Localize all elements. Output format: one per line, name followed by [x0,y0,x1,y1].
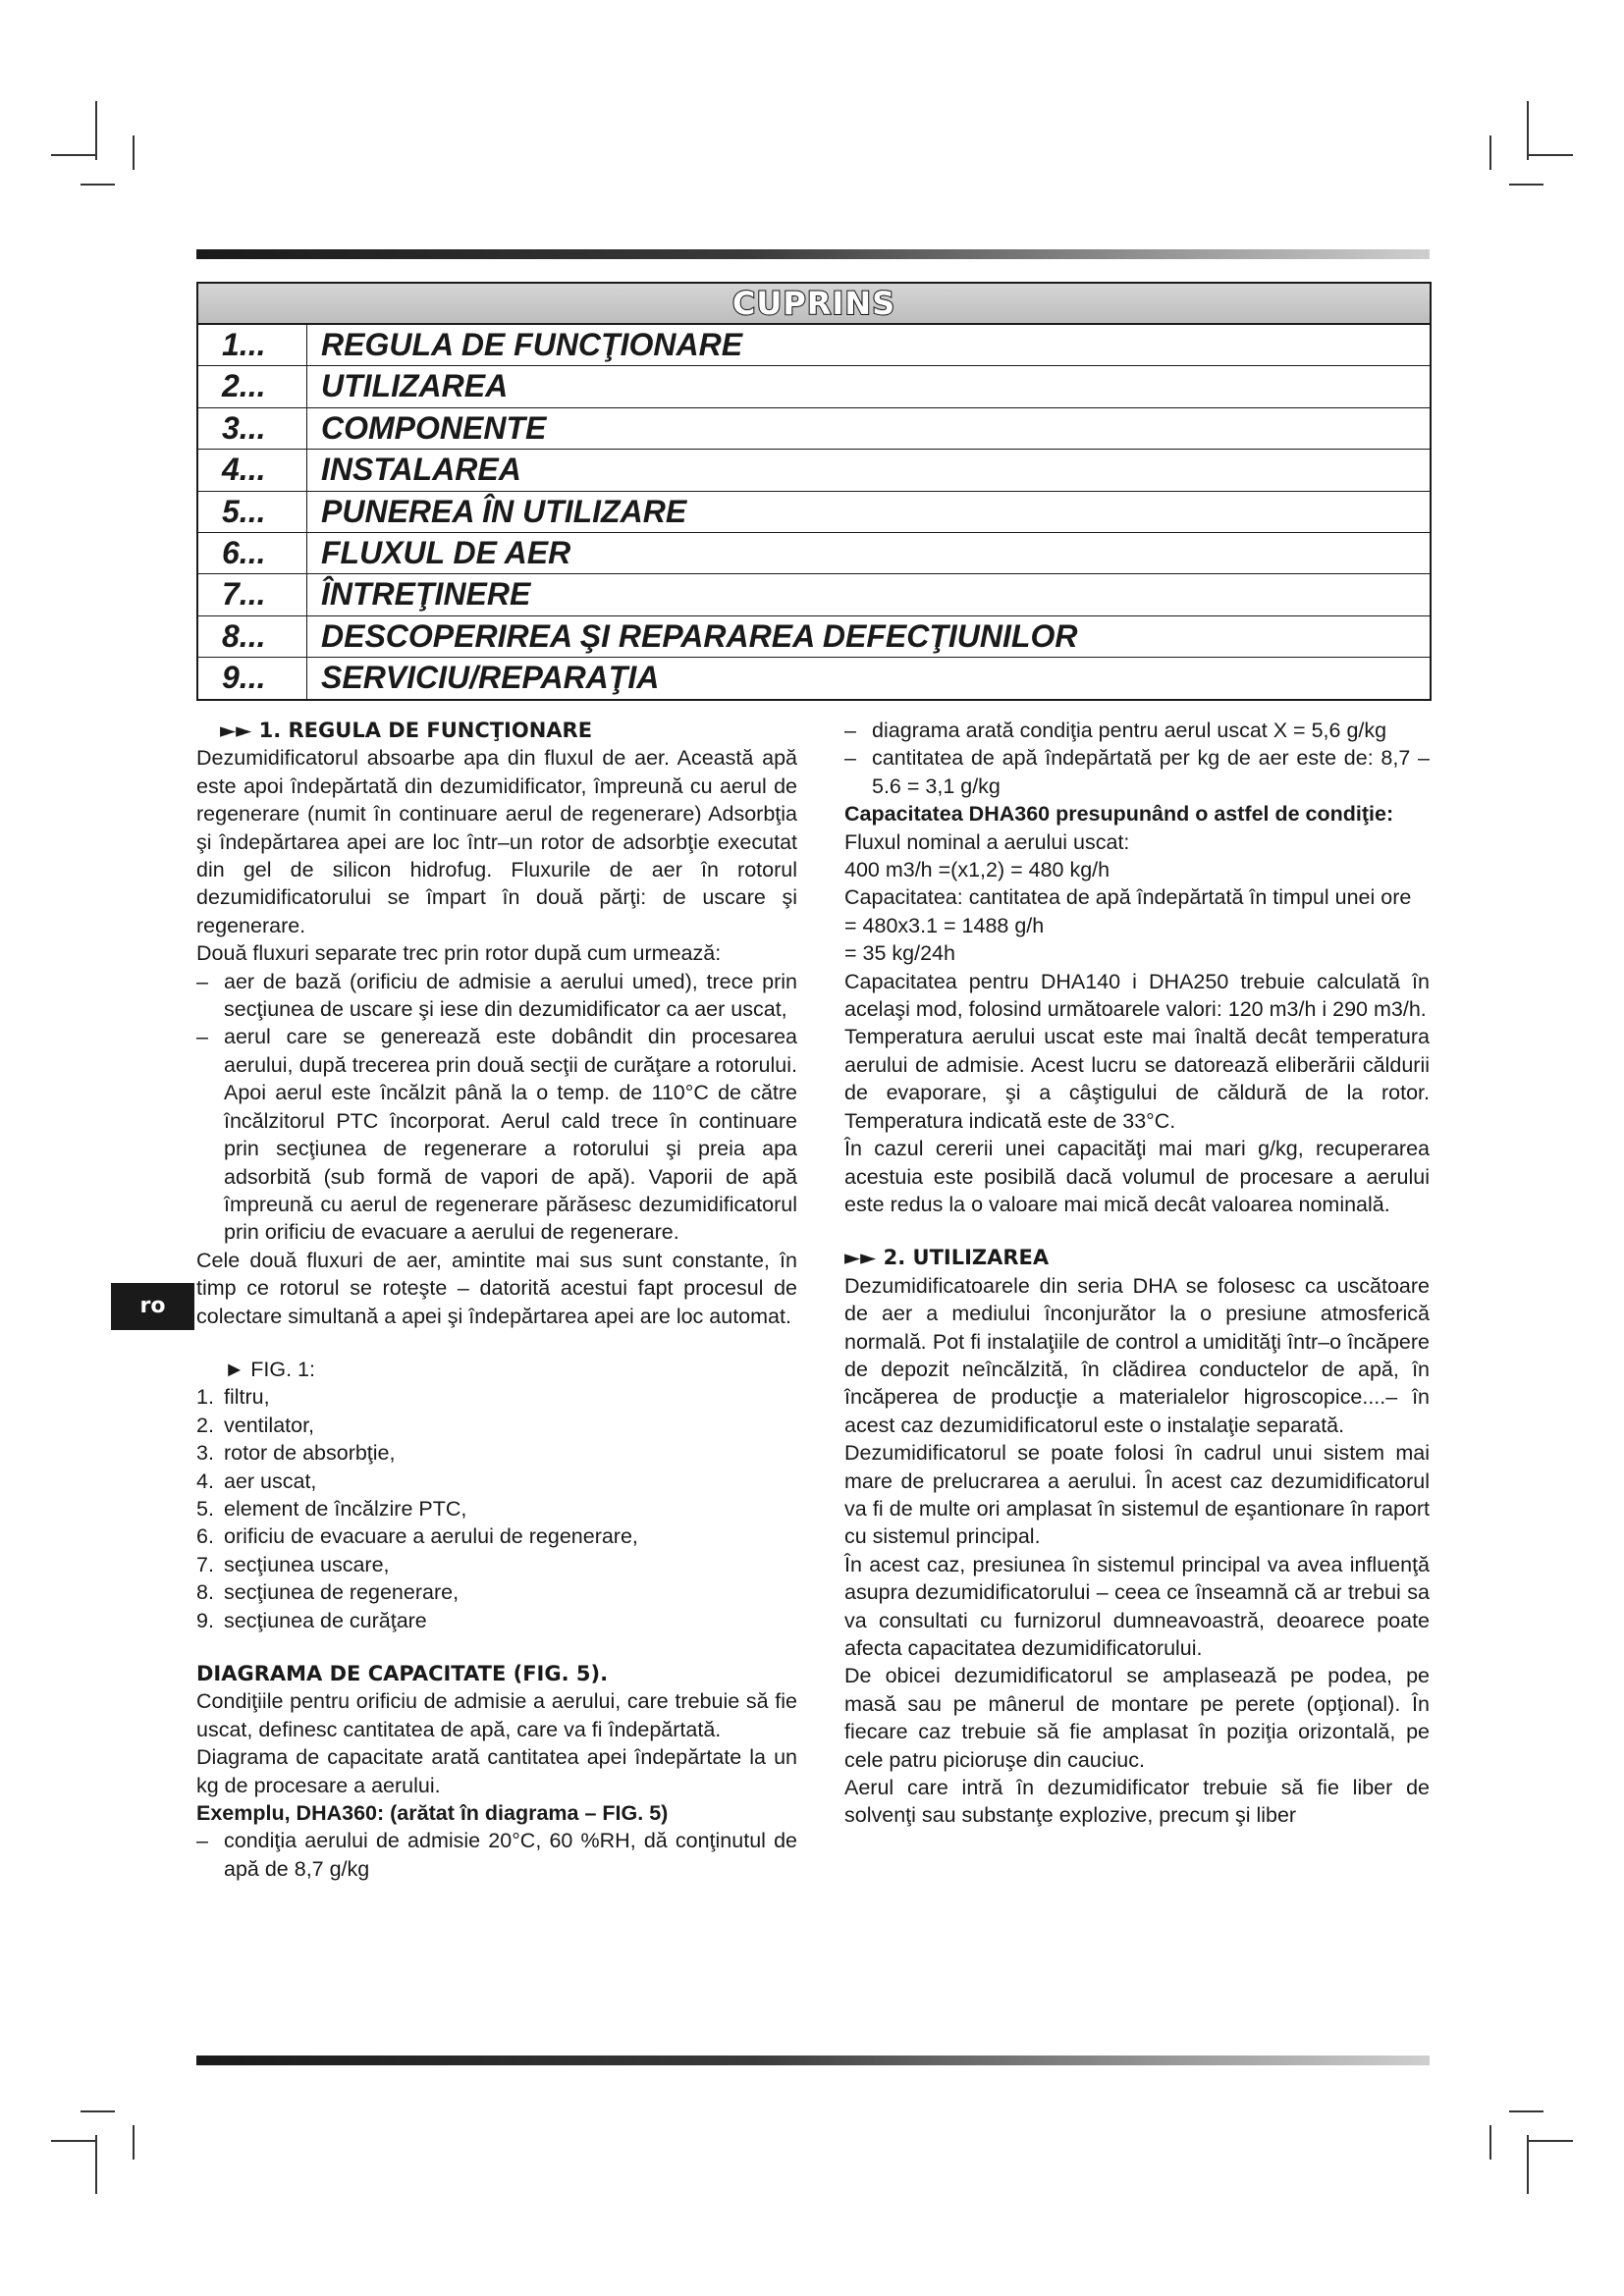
crop-mark [133,135,135,170]
crop-mark [95,2135,97,2194]
crop-mark [51,154,95,156]
text-line: = 35 kg/24h [844,941,955,966]
crop-mark [1527,2135,1529,2194]
paragraph: Dezumidificatorul se poate folosi în cadrul unui sistem mai mare de prelucrarea a aerului. În acest caz dezumidificatorul va fi de multe ori amplasat în sistemul de eşantionare în raport cu sistemul principal. [844,1441,1430,1549]
list-item: 5. element de încălzire PTC, [196,1496,467,1521]
text-line: Fluxul nominal a aerului uscat: [844,829,1130,854]
section-heading: DIAGRAMA DE CAPACITATE (FIG. 5). [196,1662,609,1685]
paragraph: De obicei dezumidificatorul se amplasează pe podea, pe masă sau pe mânerul de montare pe perete (opţional). În fiecare caz trebuie să fie amplasat în poziţia orizontală, pe cele patru picioruşe din cauciuc. [844,1664,1430,1772]
paragraph: În acest caz, presiunea în sistemul principal va avea influenţă asupra dezumidificatorului – ceea ce înseamnă că ar trebui sa va consultati cu furnizorul dumneavoastră, deoarece poate afecta capacitatea dezumidificatorului. [844,1552,1430,1660]
bullet-item: – condiţia aerului de admisie 20°C, 60 %RH, dă conţinutul de apă de 8,7 g/kg [196,1829,797,1881]
toc-row[interactable]: 7... ÎNTREŢINERE [198,574,1430,615]
bullet-item: – aer de bază (orificiu de admisie a aerului umed), trece prin secţiunea de uscare şi iese din dezumidificator ca aer uscat, [196,969,797,1022]
example-heading: Exemplu, DHA360: (arătat în diagrama – FIG. 5) [196,1801,669,1826]
right-column [844,717,1430,1830]
paragraph: Capacitatea pentru DHA140 i DHA250 trebuie calculată în acelaşi mod, folosind următoarele valori: 120 m3/h i 290 m3/h. [844,969,1430,1022]
toc-heading: CUPRINS [198,284,1430,325]
language-tab: ro [111,1283,194,1330]
bullet-item: – aerul care se generează este dobândit din procesarea aerului, după trecerea prin două secţii de curăţare a rotorului. Apoi aerul este încălzit până la o temp. de 110°C de către încălzitorul PTC încorporat. Aerul cald trece în continuare prin secţiunea de regenerare a rotorului şi preia apa adsorbită (sub formă de vapori de apă). Vaporii de apă împreună cu aerul de regenerare părăsesc dezumidificatorul prin orificiu de evacuare a aerului de regenerare. [196,1025,797,1245]
crop-mark [1529,2140,1573,2142]
toc-row[interactable]: 9... SERVICIU/REPARAŢIA [198,658,1430,698]
paragraph: Dezumidificatoarele din seria DHA se folosesc ca uscătoare de aer a mediului înconjurător la o presiune atmosferică normală. Pot fi instalaţiile de control a umidităţi într–o încăpere de depozit neîncălzită, în clădirea conductelor de apă, în încăperea de producţie a materialelor higroscopice....– în acest caz dezumidificatorul este o instalaţie separată. [844,1273,1430,1437]
text-line: 400 m3/h =(x1,2) = 480 kg/h [844,858,1110,882]
bottom-rule [196,2056,1430,2065]
list-item: 7. secţiunea uscare, [196,1552,390,1576]
list-item: 4. aer uscat, [196,1468,317,1493]
crop-mark [95,101,97,160]
paragraph: Cele două fluxuri de aer, amintite mai sus sunt constante, în timp ce rotorul se roteşte – datorită acestui fapt procesul de colectare simultană a apei şi îndepărtarea apei are loc automat. [196,1248,797,1328]
table-of-contents [196,282,1432,701]
list-item: 3. rotor de absorbţie, [196,1441,396,1466]
paragraph: Temperatura aerului uscat este mai înaltă decât temperatura aerului de admisie. Acest lucru se datorează eliberării căldurii de evaporare, şi a câştigului de căldură de la rotor. Temperatura indicată este de 33°C. [844,1025,1430,1133]
paragraph: Dezumidificatorul absoarbe apa din fluxul de aer. Această apă este apoi îndepărtată din dezumidificator, împreună cu aerul de regenerare (numit în continuare aerul de regenerare) Adsorbţia şi îndepărtarea apei are loc într–un rotor de adsorbţie executat din gel de silicon hidrofug. Fluxurile de aer în rotorul dezumidificatorului se împart în două părţi: de uscare şi regenerare. [196,746,797,937]
toc-row[interactable]: 5... PUNEREA ÎN UTILIZARE [198,492,1430,533]
top-rule [196,249,1430,259]
section-heading: ►► 2. UTILIZAREA [844,1246,1050,1270]
crop-mark [1509,2110,1543,2112]
left-column [196,717,797,1883]
crop-mark [51,2140,95,2142]
figure-label: ► FIG. 1: [224,1357,315,1381]
paragraph: Condiţiile pentru orificiu de admisie a aerului, care trebuie să fie uscat, definesc cantitatea de apă, care va fi îndepărtată. [196,1689,797,1741]
paragraph: Două fluxuri separate trec prin rotor după cum urmează: [196,941,722,966]
crop-mark [1489,135,1491,170]
bullet-item: – cantitatea de apă îndepărtată per kg de aer este de: 8,7 – 5.6 = 3,1 g/kg [844,746,1430,798]
list-item: 1. filtru, [196,1385,270,1410]
paragraph: Diagrama de capacitate arată cantitatea apei îndepărtate la un kg de procesare a aerului. [196,1745,797,1797]
toc-row[interactable]: 1... REGULA DE FUNCŢIONARE [198,325,1430,366]
list-item: 6. orificiu de evacuare a aerului de regenerare, [196,1524,638,1549]
list-item: 2. ventilator, [196,1413,315,1437]
toc-row[interactable]: 2... UTILIZAREA [198,366,1430,407]
bullet-item: – diagrama arată condiţia pentru aerul uscat X = 5,6 g/kg [844,719,1387,742]
toc-row[interactable]: 8... DESCOPERIREA ŞI REPARAREA DEFECŢIUNILOR [198,616,1430,658]
text-line: Capacitatea: cantitatea de apă îndepărtată în timpul unei ore [844,885,1412,910]
text-line: = 480x3.1 = 1488 g/h [844,913,1045,937]
crop-mark [1489,2125,1491,2160]
section-heading: ►► 1. REGULA DE FUNCŢIONARE [220,719,593,742]
crop-mark [81,184,115,186]
paragraph: În cazul cererii unei capacităţi mai mari g/kg, recuperarea acestuia este posibilă dacă volumul de procesare a aerului este redus la o valoare mai mică decât valoarea nominală. [844,1137,1430,1216]
crop-mark [81,2110,115,2112]
toc-row[interactable]: 3... COMPONENTE [198,408,1430,450]
list-item: 8. secţiunea de regenerare, [196,1580,460,1605]
crop-mark [1527,101,1529,160]
subheading: Capacitatea DHA360 presupunând o astfel de condiţie: [844,802,1394,827]
paragraph: Aerul care intră în dezumidificator trebuie să fie liber de solvenţi sau substanţe explozive, precum şi liber [844,1776,1430,1828]
crop-mark [1529,154,1573,156]
list-item: 9. secţiunea de curăţare [196,1608,427,1632]
crop-mark [1509,184,1543,186]
toc-row[interactable]: 4... INSTALAREA [198,450,1430,491]
toc-row[interactable]: 6... FLUXUL DE AER [198,533,1430,574]
crop-mark [133,2125,135,2160]
